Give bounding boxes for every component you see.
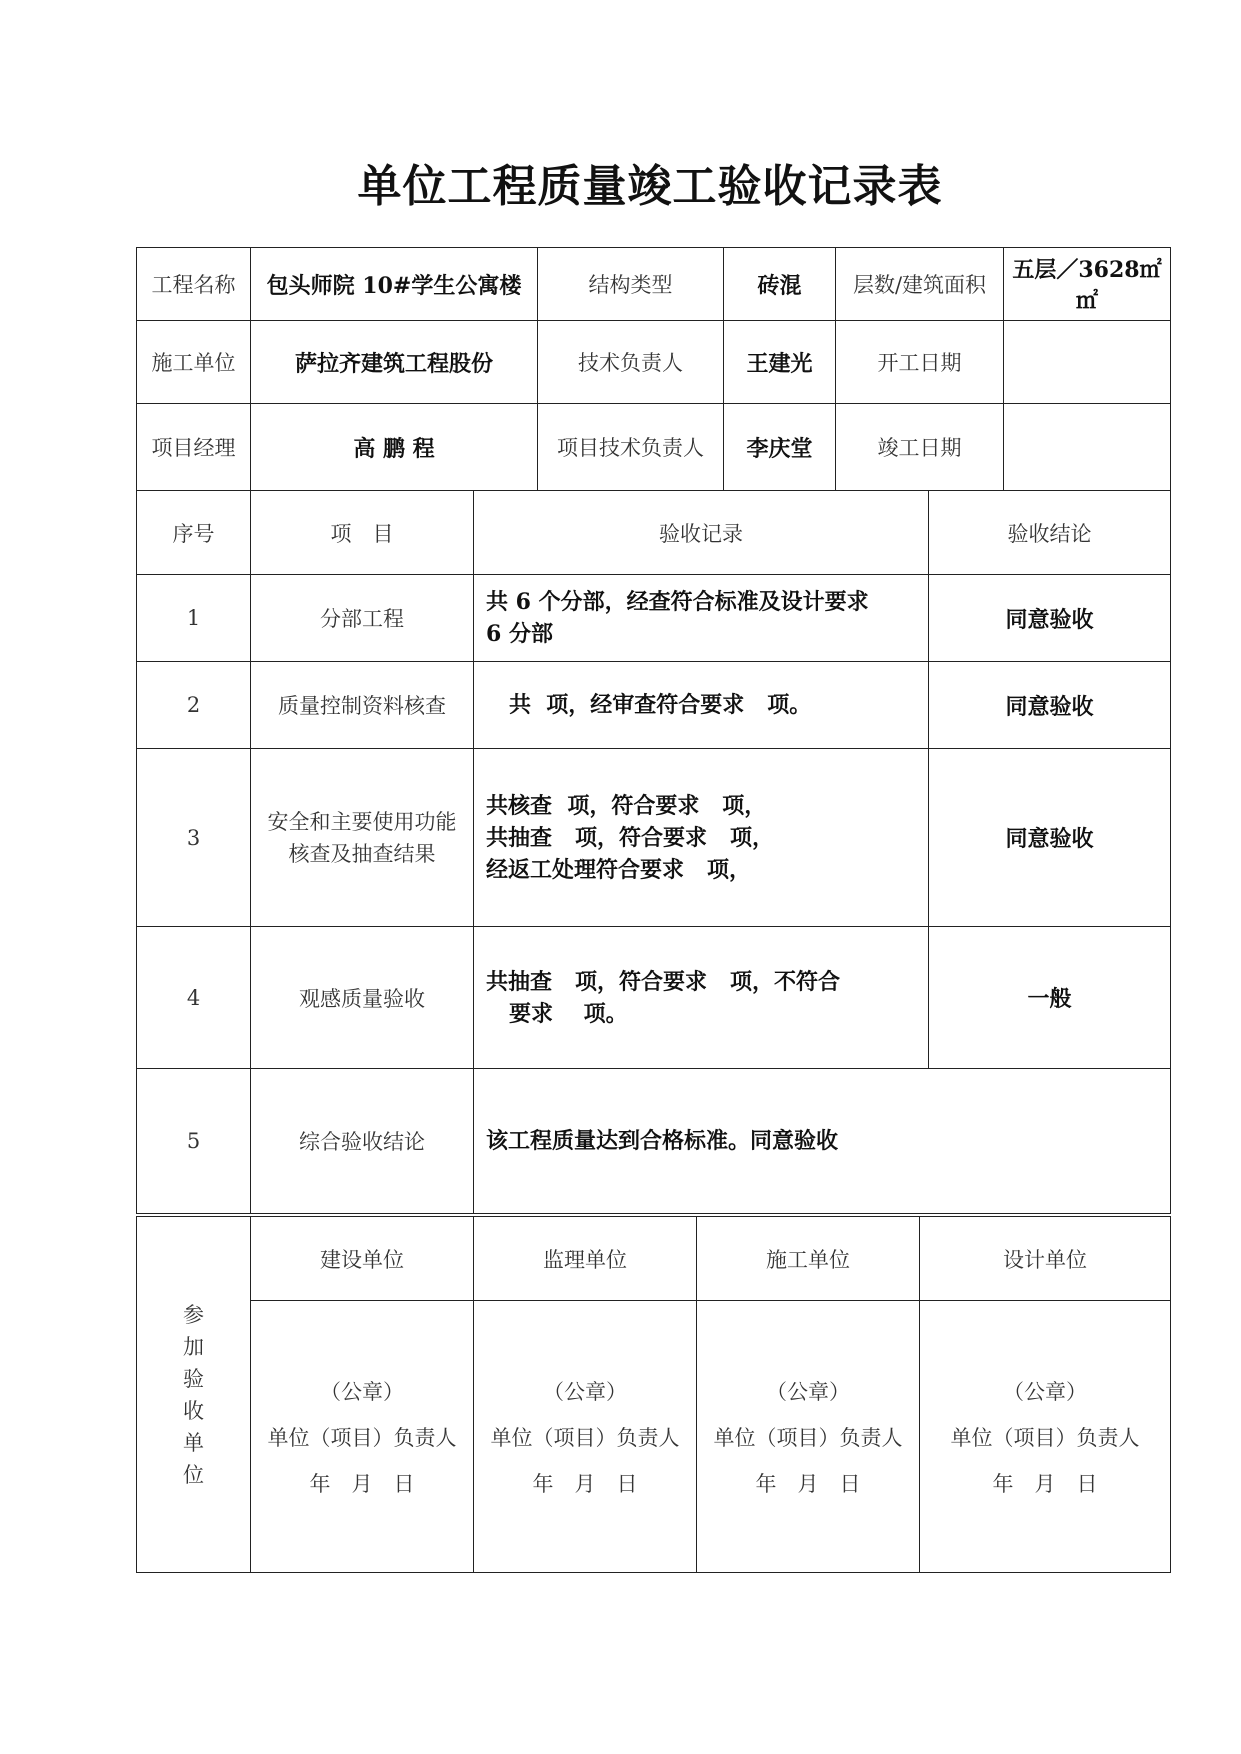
date-text: 年 月 日	[309, 1471, 415, 1496]
date-text: 年 月 日	[992, 1471, 1098, 1496]
date-text: 年 月 日	[755, 1471, 861, 1496]
row-conclusion: 一般	[929, 927, 1171, 1069]
tech-lead-label: 技术负责人	[538, 321, 724, 404]
floors-area-label: 层数/建筑面积	[836, 248, 1004, 321]
row-item: 综合验收结论	[251, 1069, 474, 1214]
seal-text: （公章）	[766, 1379, 850, 1404]
row-no: 2	[137, 662, 251, 749]
completion-date-value	[1004, 404, 1171, 491]
date-text: 年 月 日	[532, 1471, 638, 1496]
info-row-3	[137, 404, 1171, 491]
row-item: 安全和主要使用功能核查及抽查结果	[251, 749, 474, 927]
tech-lead-value: 王建光	[724, 321, 836, 404]
unit-supervisor: 监理单位	[474, 1217, 697, 1301]
header-item: 项 目	[251, 491, 474, 575]
unit-owner: 建设单位	[251, 1217, 474, 1301]
project-manager-value: 高 鹏 程	[251, 404, 538, 491]
project-name-value: 包头师院 10#学生公寓楼	[251, 248, 538, 321]
row-no: 1	[137, 575, 251, 662]
unit-designer: 设计单位	[920, 1217, 1171, 1301]
project-tech-lead-label: 项目技术负责人	[538, 404, 724, 491]
structure-type-label: 结构类型	[538, 248, 724, 321]
acceptance-items-table	[136, 490, 1171, 1214]
table-row	[137, 662, 1171, 749]
info-row-1	[137, 248, 1171, 321]
page-title: 单位工程质量竣工验收记录表	[357, 161, 943, 212]
project-tech-lead-value: 李庆堂	[724, 404, 836, 491]
start-date-label: 开工日期	[836, 321, 1004, 404]
row-conclusion: 同意验收	[929, 575, 1171, 662]
row-record: 该工程质量达到合格标准。同意验收	[474, 1069, 1171, 1214]
header-no: 序号	[137, 491, 251, 575]
participants-sign-row	[137, 1301, 1171, 1573]
row-item: 质量控制资料核查	[251, 662, 474, 749]
participants-side-text: 参 加 验 收 单 位	[183, 1302, 204, 1487]
person-text: 单位（项目）负责人	[267, 1425, 457, 1450]
supervisor-sign-block	[474, 1301, 697, 1573]
participants-header-row	[137, 1217, 1171, 1301]
owner-sign-block	[251, 1301, 474, 1573]
row-record: 共抽查 项，符合要求 项，不符合 要求 项。	[474, 927, 929, 1069]
project-manager-label: 项目经理	[137, 404, 251, 491]
header-record: 验收记录	[474, 491, 929, 575]
unit-contractor: 施工单位	[697, 1217, 920, 1301]
row-no: 5	[137, 1069, 251, 1214]
participants-side-label	[137, 1217, 251, 1573]
row-conclusion: 同意验收	[929, 662, 1171, 749]
contractor-sign-block	[697, 1301, 920, 1573]
structure-type-value: 砖混	[724, 248, 836, 321]
table-row	[137, 749, 1171, 927]
row-no: 4	[137, 927, 251, 1069]
row-no: 3	[137, 749, 251, 927]
participants-table	[136, 1216, 1171, 1573]
contractor-value: 萨拉齐建筑工程股份	[251, 321, 538, 404]
designer-sign-block	[920, 1301, 1171, 1573]
seal-text: （公章）	[543, 1379, 627, 1404]
project-name-label: 工程名称	[137, 248, 251, 321]
person-text: 单位（项目）负责人	[713, 1425, 903, 1450]
seal-text: （公章）	[1003, 1379, 1087, 1404]
person-text: 单位（项目）负责人	[490, 1425, 680, 1450]
floors-area-value: 五层／3628㎡㎡	[1004, 248, 1171, 321]
row-record: 共 6 个分部，经查符合标准及设计要求 6 分部	[474, 575, 929, 662]
contractor-label: 施工单位	[137, 321, 251, 404]
table-row	[137, 927, 1171, 1069]
row-item: 分部工程	[251, 575, 474, 662]
row-record: 共核查 项，符合要求 项， 共抽查 项，符合要求 项， 经返工处理符合要求 项，	[474, 749, 929, 927]
table-row	[137, 575, 1171, 662]
row-item: 观感质量验收	[251, 927, 474, 1069]
start-date-value	[1004, 321, 1171, 404]
completion-date-label: 竣工日期	[836, 404, 1004, 491]
project-info-table	[136, 247, 1171, 491]
table-row	[137, 1069, 1171, 1214]
person-text: 单位（项目）负责人	[950, 1425, 1140, 1450]
items-header-row	[137, 491, 1171, 575]
header-conclusion: 验收结论	[929, 491, 1171, 575]
seal-text: （公章）	[320, 1379, 404, 1404]
info-row-2	[137, 321, 1171, 404]
row-record: 共 项，经审查符合要求 项。	[474, 662, 929, 749]
row-conclusion: 同意验收	[929, 749, 1171, 927]
